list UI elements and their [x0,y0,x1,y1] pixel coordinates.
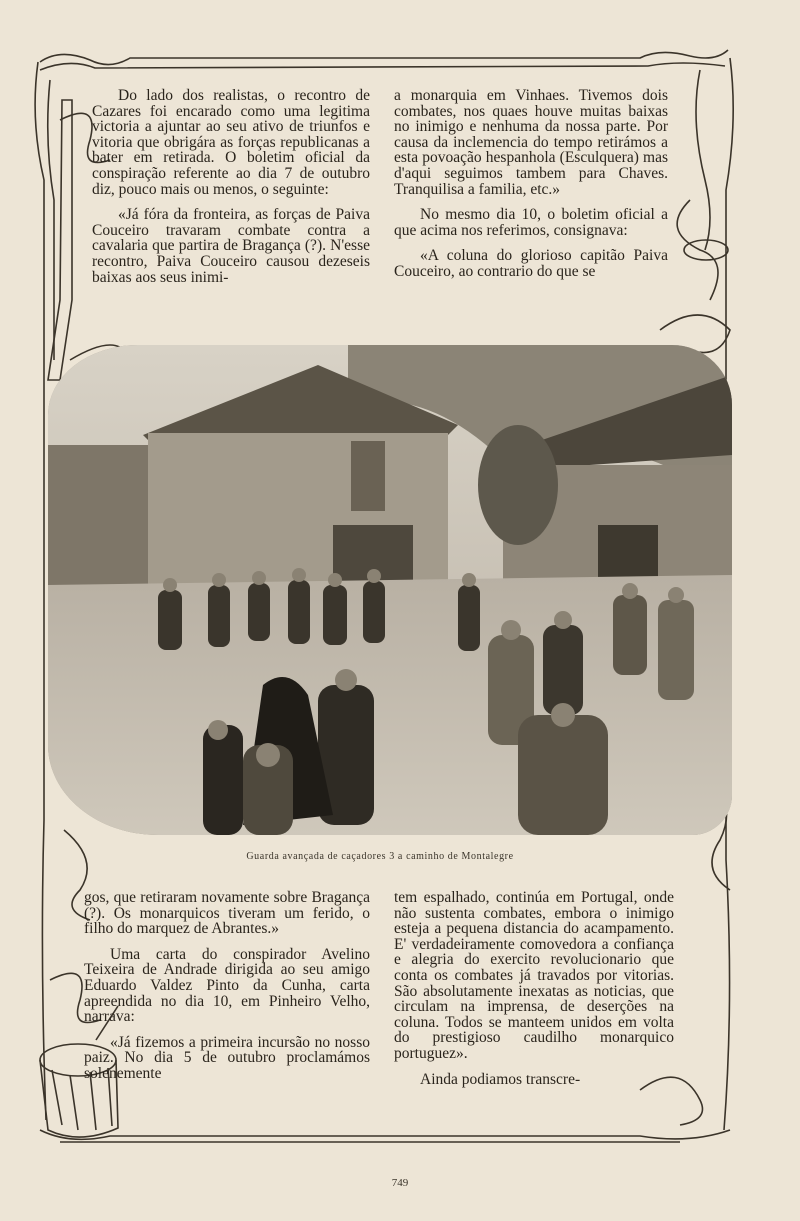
paragraph: Uma carta do conspirador Avelino Teixeira de Andrade dirigida ao seu amigo Eduardo Valdez Pinto da Cunha, carta apreendida no dia 10, em Pinheiro Velho, narrava: [84,945,370,1026]
article-column-bottom-right [394,890,674,1097]
paragraph: Do lado dos realistas, o recontro de Cazares foi encarado como uma legitima victoria a ajuntar ao seu ativo de triunfos e vitoria que obrigára as forças republicanas a bater em retirada. O boletim oficial da conspiração referente ao dia 7 de outubro diz, pouco mais ou menos, o seguinte: [92,87,370,198]
paragraph: gos, que retiraram novamente sobre Bragança (?). Os monarquicos tiveram um ferido, o filho do marquez de Abrantes.» [84,889,370,938]
photograph [48,345,732,835]
article-column-top-right [394,88,668,290]
paragraph: «Já fizemos a primeira incursão no nosso paiz. No dia 5 de outubro proclamámos solenemente [84,1033,370,1082]
photo-caption: Guarda avançada de caçadores 3 a caminho de Montalegre [246,851,514,862]
article-column-top-left [92,88,370,295]
page-number: 749 [391,1177,409,1189]
paragraph: No mesmo dia 10, o boletim oficial a que acima nos referimos, consignava: [394,206,668,239]
paragraph: a monarquia em Vinhaes. Tivemos dois combates, nos quaes houve muitas baixas no inimigo e nenhuma da nossa parte. Por causa da inclemencia do tempo retirámos a esta povoação hespanhola (Esculquera) mas d'aqui seguimos tambem para Chaves. Tranquilisa a familia, etc.» [394,87,668,198]
paragraph: «Já fóra da fronteira, as forças de Paiva Couceiro travaram combate contra a cavalaria que partira de Bragança (?). N'esse recontro, Paiva Couceiro causou dezeseis baixas aos seus inimi- [92,206,370,286]
paragraph: Ainda podiamos transcre- [420,1070,581,1088]
article-column-bottom-left [84,890,370,1092]
paragraph: tem espalhado, continúa em Portugal, onde não sustenta combates, embora o inimigo esteja a pequena distancia do acampamento. E' verdadeiramente comovedora a confiança e alegria do exercito revolucionario que conta os combates já travados por vitorias. São absolutamente inexatas as noticias, que circulam na imprensa, de deserções na coluna. Todos se manteem unidos em volta do prestigioso caudilho monarquico portuguez». [394,889,674,1062]
paragraph: «A coluna do glorioso capitão Paiva Couceiro, ao contrario do que se [394,247,668,280]
